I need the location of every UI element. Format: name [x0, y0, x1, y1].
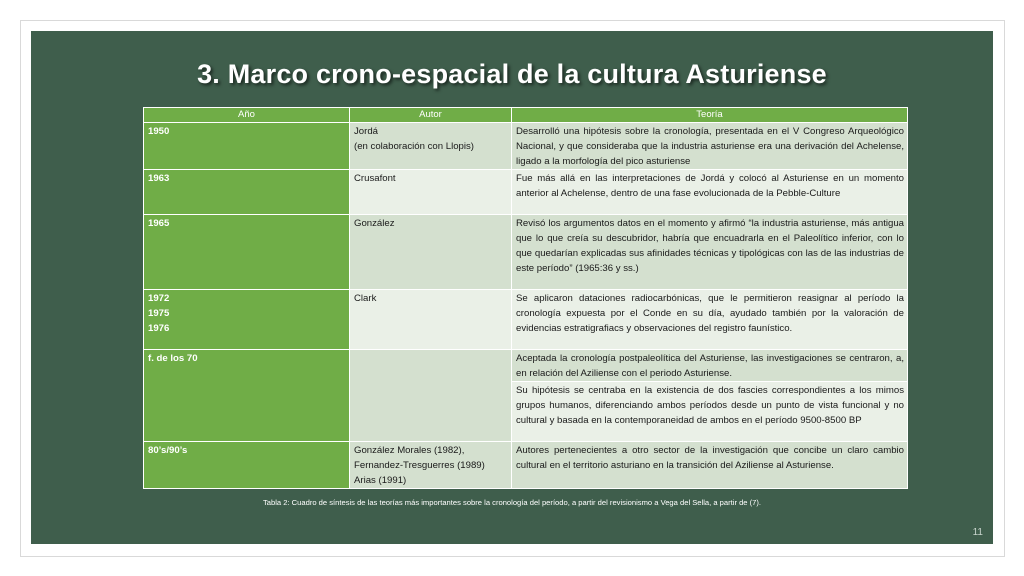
slide-title: 3. Marco crono-espacial de la cultura Asturiense: [197, 59, 827, 89]
year-cell: 80’s/90’s: [144, 442, 350, 489]
page-number: 11: [972, 527, 983, 538]
author-cell: Jordá (en colaboración con Llopis): [350, 123, 512, 170]
table-row: [144, 170, 908, 215]
table-caption: Tabla 2: Cuadro de síntesis de las teorías más importantes sobre la cronología del período, a partir del revisionismo a Vega del Sella, a partir de (7).: [262, 498, 762, 507]
theory-cell: Fue más allá en las interpretaciones de Jordá y colocó al Asturiense en un momento anterior al Achelense, dentro de una fase evolucionada de la Pebble-Culture: [512, 170, 908, 215]
table-row: [144, 123, 908, 170]
theory-cell: Se aplicaron dataciones radiocarbónicas, que le permitieron reasignar al período la cronología expuesta por el Conde en su día, ayudado también por la valoración de evidencias estratigrafiacs y observaciones del registro faunístico.: [512, 290, 908, 350]
year-cell: 1965: [144, 215, 350, 290]
table-row: [144, 442, 908, 489]
table-header-row: [144, 108, 908, 123]
theories-table: [143, 107, 908, 489]
author-cell: Crusafont: [350, 170, 512, 215]
table-row: [144, 290, 908, 350]
theory-cell: Autores pertenecientes a otro sector de la investigación que concibe un claro cambio cultural en el territorio asturiano en la transición del Aziliense al Asturiense.: [512, 442, 908, 489]
theory-cell: Revisó los argumentos datos en el momento y afirmó “la industria asturiense, más antigua que lo que creía su descubridor, habría que encuadrarla en el Paleolítico inferior, con lo que quedarían explicadas sus afinidades técnicas y tipológicas con las de las industrias de este período” (1965:36 y ss.): [512, 215, 908, 290]
header-theory: Teoría: [512, 108, 908, 123]
year-cell: 1950: [144, 123, 350, 170]
year-cell: 1972 1975 1976: [144, 290, 350, 350]
author-cell: González Morales (1982), Fernandez-Tresguerres (1989) Arias (1991): [350, 442, 512, 489]
table-row: [144, 215, 908, 290]
author-cell: [350, 350, 512, 442]
header-author: Autor: [350, 108, 512, 123]
header-year: Año: [144, 108, 350, 123]
author-cell: González: [350, 215, 512, 290]
table-row: [144, 350, 908, 382]
theory-cell: Su hipótesis se centraba en la existencia de dos fascies correspondientes a los mimos grupos humanos, diferenciando ambos períodos desde un punto de vista funcional y no cultural y basada en la contemporaneidad de ambos en el período 9500-8500 BP: [512, 382, 908, 442]
theory-cell: Aceptada la cronología postpaleolítica del Asturiense, las investigaciones se centraron, a, en relación del Aziliense con el periodo Asturiense.: [512, 350, 908, 382]
year-cell: 1963: [144, 170, 350, 215]
theory-cell: Desarrolló una hipótesis sobre la cronología, presentada en el V Congreso Arqueológico Nacional, y que consideraba que la industria asturiense era una derivación del Achelense, ligado a la morfología del pico asturiense: [512, 123, 908, 170]
year-cell: f. de los 70: [144, 350, 350, 442]
author-cell: Clark: [350, 290, 512, 350]
slide: [31, 31, 993, 544]
